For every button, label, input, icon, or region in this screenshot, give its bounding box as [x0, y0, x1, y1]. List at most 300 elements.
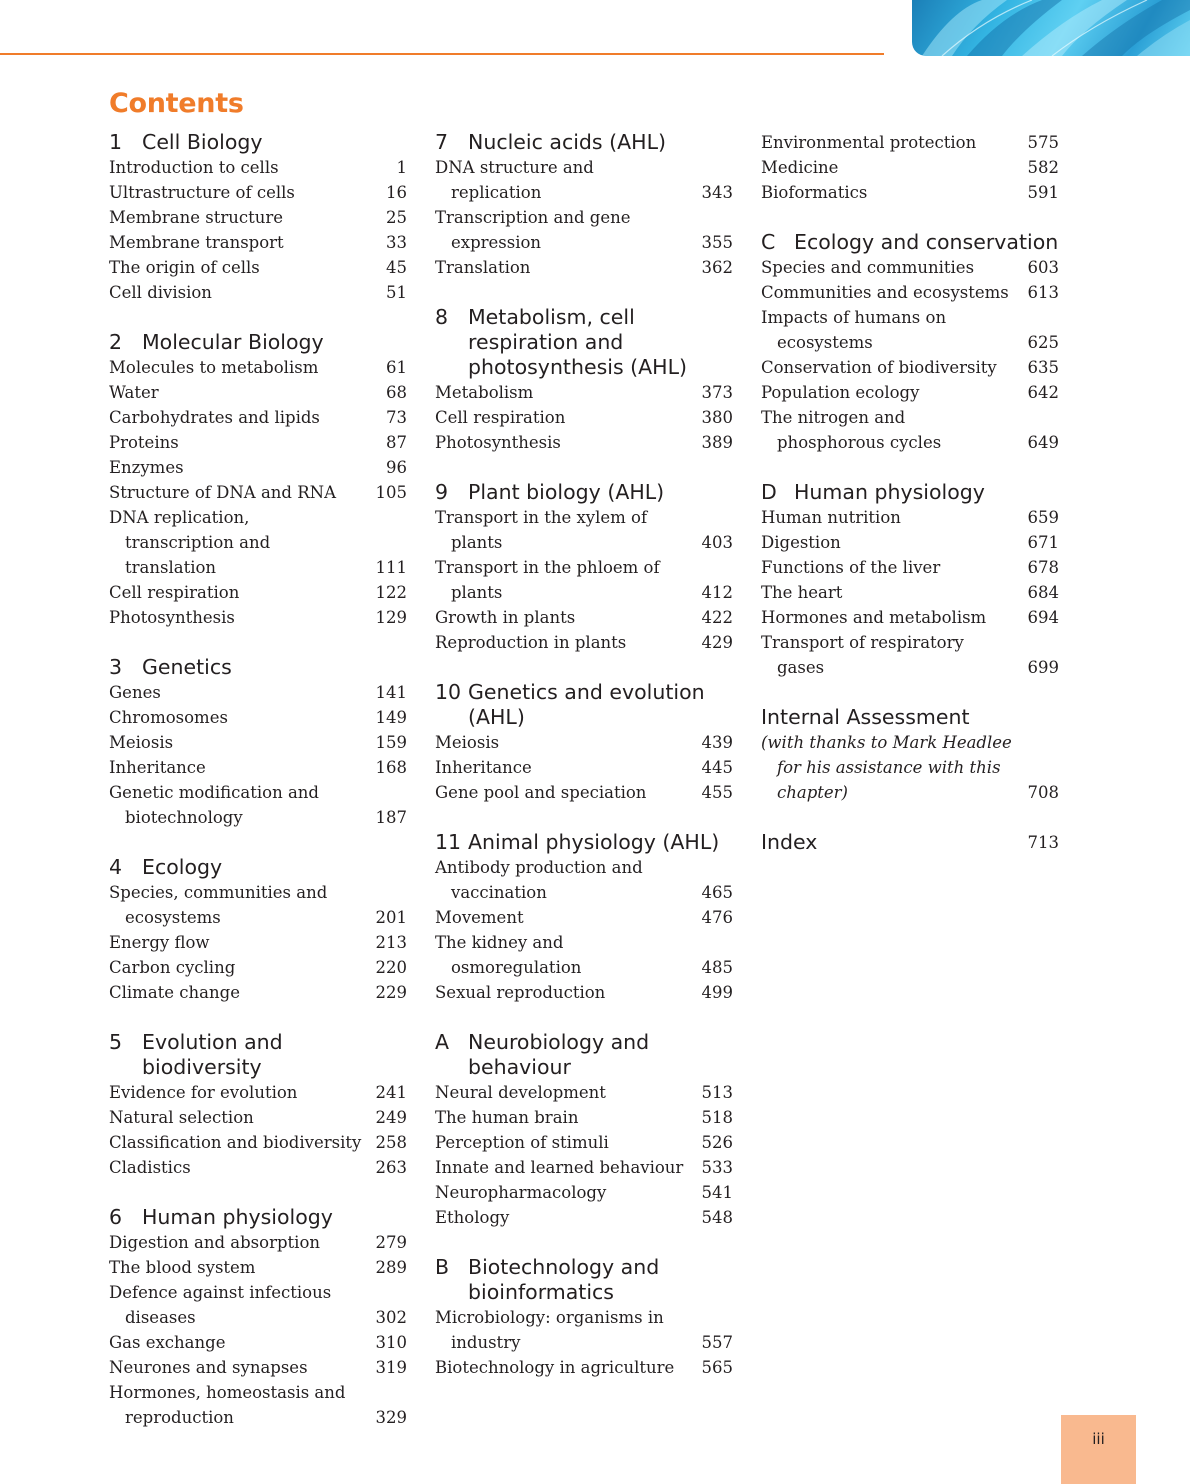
toc-entry[interactable]: [435, 205, 733, 255]
entry-title: Transport in the phloem of plants: [435, 558, 660, 602]
entry-page: 380: [701, 408, 733, 427]
toc-entry[interactable]: [435, 380, 733, 405]
toc-section: [109, 655, 407, 830]
toc-entry[interactable]: [109, 580, 407, 605]
entry-page: 445: [701, 758, 733, 777]
entry-page: 603: [1027, 258, 1059, 277]
toc-entry[interactable]: [435, 1105, 733, 1130]
entry-page: 565: [701, 1358, 733, 1377]
entry-page: 45: [386, 258, 407, 277]
section-title: Neurobiology and behaviour: [468, 1030, 650, 1079]
toc-entry[interactable]: [109, 255, 407, 280]
entry-page: 213: [375, 933, 407, 952]
entry-title: Functions of the liver: [761, 558, 941, 577]
entry-title: (with thanks to Mark Headlee for his assistance with this chapter): [761, 733, 1012, 802]
entry-title: Antibody production and vaccination: [435, 858, 643, 902]
toc-section: [109, 855, 407, 1005]
entry-page: 671: [1027, 533, 1059, 552]
entry-page: 476: [701, 908, 733, 927]
toc-section: [435, 830, 733, 1005]
entry-title: Environmental protection: [761, 133, 977, 152]
section-heading[interactable]: [109, 655, 407, 680]
section-heading[interactable]: [435, 680, 733, 730]
section-title: Animal physiology (AHL): [468, 830, 720, 854]
entry-page: 343: [701, 183, 733, 202]
entry-title: Movement: [435, 908, 524, 927]
entry-page: 87: [386, 433, 407, 452]
toc-entry[interactable]: [761, 355, 1059, 380]
toc-entry[interactable]: [109, 1280, 407, 1330]
section-number: 1: [109, 130, 123, 154]
toc-entry[interactable]: [109, 1155, 407, 1180]
toc-entry[interactable]: [761, 155, 1059, 180]
section-heading[interactable]: [109, 130, 407, 155]
entry-title: Species and communities: [761, 258, 975, 277]
entry-page: 591: [1027, 183, 1059, 202]
section-number: 3: [109, 655, 123, 679]
entry-title: Cell respiration: [435, 408, 566, 427]
toc-entry[interactable]: [109, 1080, 407, 1105]
toc-section: [761, 130, 1059, 205]
entry-title: Carbohydrates and lipids: [109, 408, 320, 427]
entry-page: 513: [701, 1083, 733, 1102]
section-number: 7: [435, 130, 449, 154]
entry-page: 582: [1027, 158, 1059, 177]
entry-page: 96: [386, 458, 407, 477]
entry-title: Defence against infectious diseases: [109, 1283, 332, 1327]
toc-entry[interactable]: [761, 605, 1059, 630]
toc-entry[interactable]: [761, 255, 1059, 280]
entry-title: Introduction to cells: [109, 158, 279, 177]
section-title: Internal Assessment: [761, 705, 970, 729]
section-title: Human physiology: [794, 480, 985, 504]
entry-page: 111: [375, 558, 407, 577]
entry-title: Reproduction in plants: [435, 633, 627, 652]
entry-title: Impacts of humans on ecosystems: [761, 308, 947, 352]
toc-entry[interactable]: [435, 605, 733, 630]
entry-page: 649: [1027, 433, 1059, 452]
toc-entry[interactable]: [109, 480, 407, 505]
entry-title: Ethology: [435, 1208, 510, 1227]
toc-entry[interactable]: [109, 355, 407, 380]
entry-title: Meiosis: [109, 733, 174, 752]
toc-entry[interactable]: [109, 755, 407, 780]
toc-entry[interactable]: [109, 455, 407, 480]
toc-entry[interactable]: [109, 605, 407, 630]
entry-page: 465: [701, 883, 733, 902]
entry-title: Translation: [435, 258, 531, 277]
section-heading[interactable]: [435, 1255, 733, 1305]
entry-title: Species, communities and ecosystems: [109, 883, 328, 927]
toc-entry[interactable]: [109, 155, 407, 180]
toc-column-3: [761, 130, 1059, 880]
entry-page: 105: [375, 483, 407, 502]
toc-entry[interactable]: [761, 505, 1059, 530]
entry-page: 149: [375, 708, 407, 727]
toc-entry[interactable]: [109, 1380, 407, 1430]
entry-page: 329: [375, 1408, 407, 1427]
entry-title: Gene pool and speciation: [435, 783, 647, 802]
entry-title: Neurones and synapses: [109, 1358, 308, 1377]
entry-title: Photosynthesis: [109, 608, 235, 627]
section-title: Ecology and conservation: [794, 230, 1059, 254]
toc-entry[interactable]: [109, 405, 407, 430]
section-title: Cell Biology: [142, 130, 263, 154]
toc-section: [435, 130, 733, 280]
entry-title: The origin of cells: [109, 258, 260, 277]
toc-entry[interactable]: [761, 555, 1059, 580]
toc-section: [109, 1205, 407, 1430]
entry-title: The heart: [761, 583, 843, 602]
entry-page: 412: [701, 583, 733, 602]
entry-title: Communities and ecosystems: [761, 283, 1009, 302]
entry-title: Sexual reproduction: [435, 983, 606, 1002]
toc-entry[interactable]: [435, 1080, 733, 1105]
section-heading[interactable]: [761, 480, 1059, 505]
entry-page: 678: [1027, 558, 1059, 577]
entry-page: 302: [375, 1308, 407, 1327]
entry-title: Hormones, homeostasis and reproduction: [109, 1383, 346, 1427]
entry-page: 499: [701, 983, 733, 1002]
entry-title: Innate and learned behaviour: [435, 1158, 684, 1177]
entry-page: 61: [386, 358, 407, 377]
toc-entry[interactable]: [761, 305, 1059, 355]
entry-page: 141: [375, 683, 407, 702]
toc-section: [761, 705, 1059, 805]
toc-entry[interactable]: [109, 1355, 407, 1380]
entry-page: 263: [375, 1158, 407, 1177]
entry-page: 533: [701, 1158, 733, 1177]
toc-entry[interactable]: [109, 705, 407, 730]
entry-page: 708: [1027, 783, 1059, 802]
toc-section: [435, 305, 733, 455]
section-title: Biotechnology and bioinformatics: [468, 1255, 660, 1304]
page-number-tab: [1061, 1415, 1136, 1484]
entry-page: 548: [701, 1208, 733, 1227]
section-page: 713: [1027, 833, 1059, 852]
entry-page: 25: [386, 208, 407, 227]
entry-title: Inheritance: [109, 758, 206, 777]
toc-entry[interactable]: [435, 505, 733, 555]
toc-entry[interactable]: [109, 505, 407, 580]
header-rule: [0, 53, 884, 55]
entry-title: Metabolism: [435, 383, 534, 402]
entry-title: DNA structure and replication: [435, 158, 594, 202]
section-title: Ecology: [142, 855, 223, 879]
entry-page: 16: [386, 183, 407, 202]
entry-title: Gas exchange: [109, 1333, 226, 1352]
entry-page: 699: [1027, 658, 1059, 677]
entry-page: 625: [1027, 333, 1059, 352]
toc-entry[interactable]: [109, 880, 407, 930]
entry-title: Proteins: [109, 433, 179, 452]
entry-page: 362: [701, 258, 733, 277]
toc-entry[interactable]: [435, 755, 733, 780]
toc-entry[interactable]: [109, 730, 407, 755]
entry-page: 122: [375, 583, 407, 602]
toc-entry[interactable]: [761, 380, 1059, 405]
section-heading[interactable]: [435, 305, 733, 380]
section-number: 2: [109, 330, 123, 354]
entry-page: 694: [1027, 608, 1059, 627]
toc-entry[interactable]: [109, 1130, 407, 1155]
entry-page: 403: [701, 533, 733, 552]
toc-entry[interactable]: [761, 130, 1059, 155]
toc-section: [435, 480, 733, 655]
entry-title: Microbiology: organisms in industry: [435, 1308, 664, 1352]
entry-page: 518: [701, 1108, 733, 1127]
toc-entry[interactable]: [761, 730, 1059, 805]
toc-section: [761, 480, 1059, 680]
section-title: Plant biology (AHL): [468, 480, 665, 504]
entry-title: Water: [109, 383, 159, 402]
page-title: Contents: [109, 88, 244, 119]
toc-entry[interactable]: [109, 1105, 407, 1130]
entry-title: Genetic modification and biotechnology: [109, 783, 319, 827]
toc-entry[interactable]: [435, 630, 733, 655]
entry-title: Inheritance: [435, 758, 532, 777]
toc-section: [761, 830, 1059, 855]
toc-column-1: [109, 130, 407, 1455]
section-title: Evolution and biodiversity: [142, 1030, 283, 1079]
entry-page: 422: [701, 608, 733, 627]
entry-title: Genes: [109, 683, 161, 702]
entry-page: 439: [701, 733, 733, 752]
entry-page: 485: [701, 958, 733, 977]
toc-entry[interactable]: [109, 230, 407, 255]
entry-title: Evidence for evolution: [109, 1083, 298, 1102]
toc-entry[interactable]: [435, 555, 733, 605]
section-number: C: [761, 230, 776, 254]
toc-entry[interactable]: [109, 430, 407, 455]
entry-title: Cell division: [109, 283, 212, 302]
entry-page: 159: [375, 733, 407, 752]
section-heading[interactable]: [109, 855, 407, 880]
feather-banner-image: [912, 0, 1190, 56]
entry-page: 429: [701, 633, 733, 652]
toc-entry[interactable]: [109, 680, 407, 705]
section-title: Human physiology: [142, 1205, 333, 1229]
section-title: Genetics: [142, 655, 232, 679]
toc-section: [435, 1255, 733, 1380]
toc-entry[interactable]: [109, 205, 407, 230]
entry-page: 33: [386, 233, 407, 252]
toc-entry[interactable]: [435, 1355, 733, 1380]
entry-page: 68: [386, 383, 407, 402]
entry-page: 642: [1027, 383, 1059, 402]
entry-page: 684: [1027, 583, 1059, 602]
toc-entry[interactable]: [435, 780, 733, 805]
toc-entry[interactable]: [435, 1305, 733, 1355]
section-heading[interactable]: [761, 230, 1059, 255]
entry-title: Classification and biodiversity: [109, 1133, 362, 1152]
entry-title: Neuropharmacology: [435, 1183, 607, 1202]
entry-title: Growth in plants: [435, 608, 576, 627]
entry-title: Digestion and absorption: [109, 1233, 321, 1252]
page-number: iii: [1092, 1430, 1105, 1448]
entry-title: Molecules to metabolism: [109, 358, 319, 377]
toc-section: [435, 680, 733, 805]
toc-entry[interactable]: [109, 955, 407, 980]
entry-title: Chromosomes: [109, 708, 228, 727]
section-heading[interactable]: [109, 1205, 407, 1230]
entry-page: 241: [375, 1083, 407, 1102]
entry-page: 73: [386, 408, 407, 427]
toc-entry[interactable]: [109, 780, 407, 830]
entry-title: Structure of DNA and RNA: [109, 483, 337, 502]
entry-title: Population ecology: [761, 383, 920, 402]
entry-title: Meiosis: [435, 733, 500, 752]
entry-page: 389: [701, 433, 733, 452]
section-number: 5: [109, 1030, 123, 1054]
section-heading[interactable]: [109, 1030, 407, 1080]
toc-entry[interactable]: [761, 530, 1059, 555]
toc-entry[interactable]: [435, 905, 733, 930]
entry-title: Enzymes: [109, 458, 184, 477]
entry-title: DNA replication, transcription and translation: [109, 508, 271, 577]
entry-title: Bioformatics: [761, 183, 868, 202]
section-number: 11: [435, 830, 462, 854]
entry-title: Transport of respiratory gases: [761, 633, 964, 677]
section-title: Molecular Biology: [142, 330, 324, 354]
entry-page: 168: [375, 758, 407, 777]
toc-entry[interactable]: [109, 180, 407, 205]
entry-title: Biotechnology in agriculture: [435, 1358, 675, 1377]
entry-title: Ultrastructure of cells: [109, 183, 295, 202]
toc-entry[interactable]: [761, 630, 1059, 680]
entry-title: Human nutrition: [761, 508, 901, 527]
entry-title: Neural development: [435, 1083, 606, 1102]
entry-title: Climate change: [109, 983, 240, 1002]
section-number: 8: [435, 305, 449, 329]
entry-title: Cladistics: [109, 1158, 191, 1177]
toc-entry[interactable]: [761, 280, 1059, 305]
section-title: Metabolism, cell respiration and photosynthesis (AHL): [468, 305, 688, 379]
toc-entry[interactable]: [109, 930, 407, 955]
toc-entry[interactable]: [435, 155, 733, 205]
entry-title: Membrane transport: [109, 233, 284, 252]
entry-title: Perception of stimuli: [435, 1133, 609, 1152]
toc-entry[interactable]: [435, 430, 733, 455]
entry-page: 187: [375, 808, 407, 827]
section-number: 10: [435, 680, 462, 704]
entry-page: 526: [701, 1133, 733, 1152]
toc-entry[interactable]: [761, 405, 1059, 455]
toc-entry[interactable]: [109, 1230, 407, 1255]
section-number: B: [435, 1255, 450, 1279]
section-number: 6: [109, 1205, 123, 1229]
toc-entry[interactable]: [435, 855, 733, 905]
entry-page: 373: [701, 383, 733, 402]
toc-section: [109, 130, 407, 305]
section-heading[interactable]: [435, 1030, 733, 1080]
toc-entry[interactable]: [435, 930, 733, 980]
entry-title: Carbon cycling: [109, 958, 236, 977]
entry-title: Transcription and gene expression: [435, 208, 631, 252]
entry-page: 258: [375, 1133, 407, 1152]
toc-entry[interactable]: [109, 280, 407, 305]
entry-page: 455: [701, 783, 733, 802]
section-title: Nucleic acids (AHL): [468, 130, 666, 154]
section-number: A: [435, 1030, 450, 1054]
toc-section: [435, 1030, 733, 1230]
entry-page: 659: [1027, 508, 1059, 527]
toc-column-2: [435, 130, 733, 1405]
entry-page: 575: [1027, 133, 1059, 152]
section-title: Genetics and evolution (AHL): [468, 680, 705, 729]
entry-title: Digestion: [761, 533, 841, 552]
toc-section: [109, 1030, 407, 1180]
entry-page: 355: [701, 233, 733, 252]
toc-entry[interactable]: [109, 380, 407, 405]
entry-title: The human brain: [435, 1108, 579, 1127]
entry-page: 541: [701, 1183, 733, 1202]
entry-page: 229: [375, 983, 407, 1002]
entry-page: 51: [386, 283, 407, 302]
entry-page: 129: [375, 608, 407, 627]
entry-title: Membrane structure: [109, 208, 283, 227]
entry-title: Cell respiration: [109, 583, 240, 602]
entry-page: 279: [375, 1233, 407, 1252]
entry-page: 613: [1027, 283, 1059, 302]
section-number: 4: [109, 855, 123, 879]
toc-entry[interactable]: [435, 405, 733, 430]
section-number: D: [761, 480, 777, 504]
entry-page: 289: [375, 1258, 407, 1277]
toc-section: [761, 230, 1059, 455]
section-heading[interactable]: [761, 830, 1059, 855]
section-title: Index: [761, 830, 818, 854]
toc-entry[interactable]: [761, 180, 1059, 205]
entry-title: Conservation of biodiversity: [761, 358, 997, 377]
toc-entry[interactable]: [435, 1130, 733, 1155]
entry-page: 201: [375, 908, 407, 927]
entry-title: Transport in the xylem of plants: [435, 508, 648, 552]
entry-title: The kidney and osmoregulation: [435, 933, 582, 977]
entry-title: Medicine: [761, 158, 839, 177]
toc-entry[interactable]: [435, 255, 733, 280]
entry-title: Energy flow: [109, 933, 210, 952]
entry-title: The nitrogen and phosphorous cycles: [761, 408, 942, 452]
entry-page: 310: [375, 1333, 407, 1352]
entry-page: 635: [1027, 358, 1059, 377]
entry-title: Natural selection: [109, 1108, 254, 1127]
toc-entry[interactable]: [435, 1205, 733, 1230]
section-heading[interactable]: [435, 830, 733, 855]
entry-title: Hormones and metabolism: [761, 608, 987, 627]
toc-entry[interactable]: [109, 980, 407, 1005]
section-heading[interactable]: [435, 480, 733, 505]
toc-entry[interactable]: [435, 730, 733, 755]
entry-page: 557: [701, 1333, 733, 1352]
toc-entry[interactable]: [435, 980, 733, 1005]
entry-page: 319: [375, 1358, 407, 1377]
entry-title: Photosynthesis: [435, 433, 561, 452]
toc-section: [109, 330, 407, 630]
section-heading[interactable]: [109, 330, 407, 355]
toc-entry[interactable]: [761, 580, 1059, 605]
toc-entry[interactable]: [109, 1255, 407, 1280]
entry-page: 220: [375, 958, 407, 977]
toc-entry[interactable]: [435, 1180, 733, 1205]
toc-entry[interactable]: [109, 1330, 407, 1355]
entry-title: The blood system: [109, 1258, 256, 1277]
entry-page: 249: [375, 1108, 407, 1127]
section-heading[interactable]: [435, 130, 733, 155]
section-heading[interactable]: [761, 705, 1059, 730]
toc-entry[interactable]: [435, 1155, 733, 1180]
section-number: 9: [435, 480, 449, 504]
